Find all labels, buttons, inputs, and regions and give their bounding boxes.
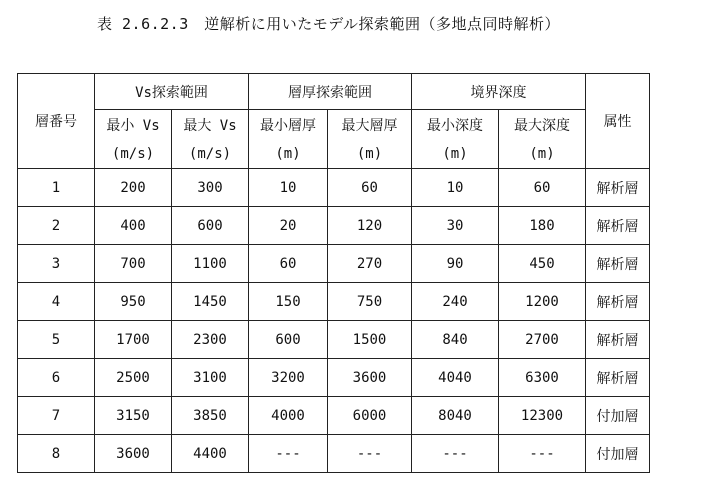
cell-attribute: 解析層: [586, 321, 650, 359]
table-row: [18, 207, 650, 245]
cell-min-vs: 400: [95, 207, 172, 245]
cell-attribute: 解析層: [586, 359, 650, 397]
cell-min-vs: 2500: [95, 359, 172, 397]
cell-attribute: 解析層: [586, 207, 650, 245]
cell-max-thickness: 750: [328, 283, 412, 321]
cell-max-depth: 12300: [499, 397, 586, 435]
cell-max-depth: 450: [499, 245, 586, 283]
cell-layer-number: 8: [18, 435, 95, 473]
cell-min-thickness: 150: [249, 283, 328, 321]
cell-layer-number: 4: [18, 283, 95, 321]
table-row: [18, 359, 650, 397]
cell-min-thickness: 20: [249, 207, 328, 245]
cell-max-thickness: 120: [328, 207, 412, 245]
cell-min-depth: 240: [412, 283, 499, 321]
unit-max-vs: (m/s): [172, 140, 249, 169]
cell-max-depth: 1200: [499, 283, 586, 321]
unit-min-vs: (m/s): [95, 140, 172, 169]
cell-max-vs: 1100: [172, 245, 249, 283]
table-row: [18, 321, 650, 359]
cell-min-depth: 4040: [412, 359, 499, 397]
cell-attribute: 解析層: [586, 169, 650, 207]
cell-layer-number: 2: [18, 207, 95, 245]
cell-layer-number: 3: [18, 245, 95, 283]
header-min-vs: 最小 Vs: [95, 110, 172, 141]
cell-max-vs: 3100: [172, 359, 249, 397]
table-body: [18, 169, 650, 473]
cell-min-depth: 840: [412, 321, 499, 359]
cell-min-thickness: 10: [249, 169, 328, 207]
search-range-table: [17, 73, 650, 473]
unit-min-depth: (m): [412, 140, 499, 169]
cell-min-vs: 3150: [95, 397, 172, 435]
cell-min-thickness: 60: [249, 245, 328, 283]
header-max-depth: 最大深度: [499, 110, 586, 141]
cell-min-thickness: 600: [249, 321, 328, 359]
cell-max-thickness: 6000: [328, 397, 412, 435]
header-min-depth: 最小深度: [412, 110, 499, 141]
cell-max-depth: 6300: [499, 359, 586, 397]
cell-attribute: 解析層: [586, 283, 650, 321]
header-max-thickness: 最大層厚: [328, 110, 412, 141]
cell-max-depth: ---: [499, 435, 586, 473]
header-group-thickness-range: 層厚探索範囲: [249, 74, 412, 110]
cell-attribute: 付加層: [586, 397, 650, 435]
cell-layer-number: 6: [18, 359, 95, 397]
cell-min-thickness: 3200: [249, 359, 328, 397]
cell-layer-number: 1: [18, 169, 95, 207]
cell-layer-number: 7: [18, 397, 95, 435]
cell-max-thickness: 1500: [328, 321, 412, 359]
header-max-vs: 最大 Vs: [172, 110, 249, 141]
table-row: [18, 169, 650, 207]
cell-min-vs: 200: [95, 169, 172, 207]
table-row: [18, 245, 650, 283]
table-caption: 表 2.6.2.3 逆解析に用いたモデル探索範囲（多地点同時解析）: [97, 15, 560, 33]
header-layer-number: 層番号: [18, 74, 95, 169]
cell-max-vs: 4400: [172, 435, 249, 473]
table-row: [18, 435, 650, 473]
cell-max-thickness: 60: [328, 169, 412, 207]
cell-max-thickness: 270: [328, 245, 412, 283]
cell-min-depth: 8040: [412, 397, 499, 435]
cell-min-vs: 950: [95, 283, 172, 321]
cell-min-vs: 3600: [95, 435, 172, 473]
cell-min-vs: 1700: [95, 321, 172, 359]
cell-max-depth: 60: [499, 169, 586, 207]
cell-attribute: 付加層: [586, 435, 650, 473]
table-row: [18, 283, 650, 321]
unit-min-thickness: (m): [249, 140, 328, 169]
header-group-vs-range: Vs探索範囲: [95, 74, 249, 110]
header-attribute: 属性: [586, 74, 650, 169]
unit-max-depth: (m): [499, 140, 586, 169]
cell-min-thickness: 4000: [249, 397, 328, 435]
cell-min-thickness: ---: [249, 435, 328, 473]
cell-attribute: 解析層: [586, 245, 650, 283]
cell-layer-number: 5: [18, 321, 95, 359]
cell-min-vs: 700: [95, 245, 172, 283]
cell-max-depth: 2700: [499, 321, 586, 359]
cell-max-vs: 600: [172, 207, 249, 245]
cell-min-depth: 10: [412, 169, 499, 207]
cell-max-thickness: 3600: [328, 359, 412, 397]
table-row: [18, 397, 650, 435]
cell-max-vs: 1450: [172, 283, 249, 321]
cell-max-thickness: ---: [328, 435, 412, 473]
cell-max-vs: 3850: [172, 397, 249, 435]
cell-min-depth: 30: [412, 207, 499, 245]
cell-min-depth: 90: [412, 245, 499, 283]
unit-max-thickness: (m): [328, 140, 412, 169]
header-min-thickness: 最小層厚: [249, 110, 328, 141]
cell-max-vs: 300: [172, 169, 249, 207]
cell-max-depth: 180: [499, 207, 586, 245]
cell-max-vs: 2300: [172, 321, 249, 359]
header-group-boundary-depth: 境界深度: [412, 74, 586, 110]
cell-min-depth: ---: [412, 435, 499, 473]
